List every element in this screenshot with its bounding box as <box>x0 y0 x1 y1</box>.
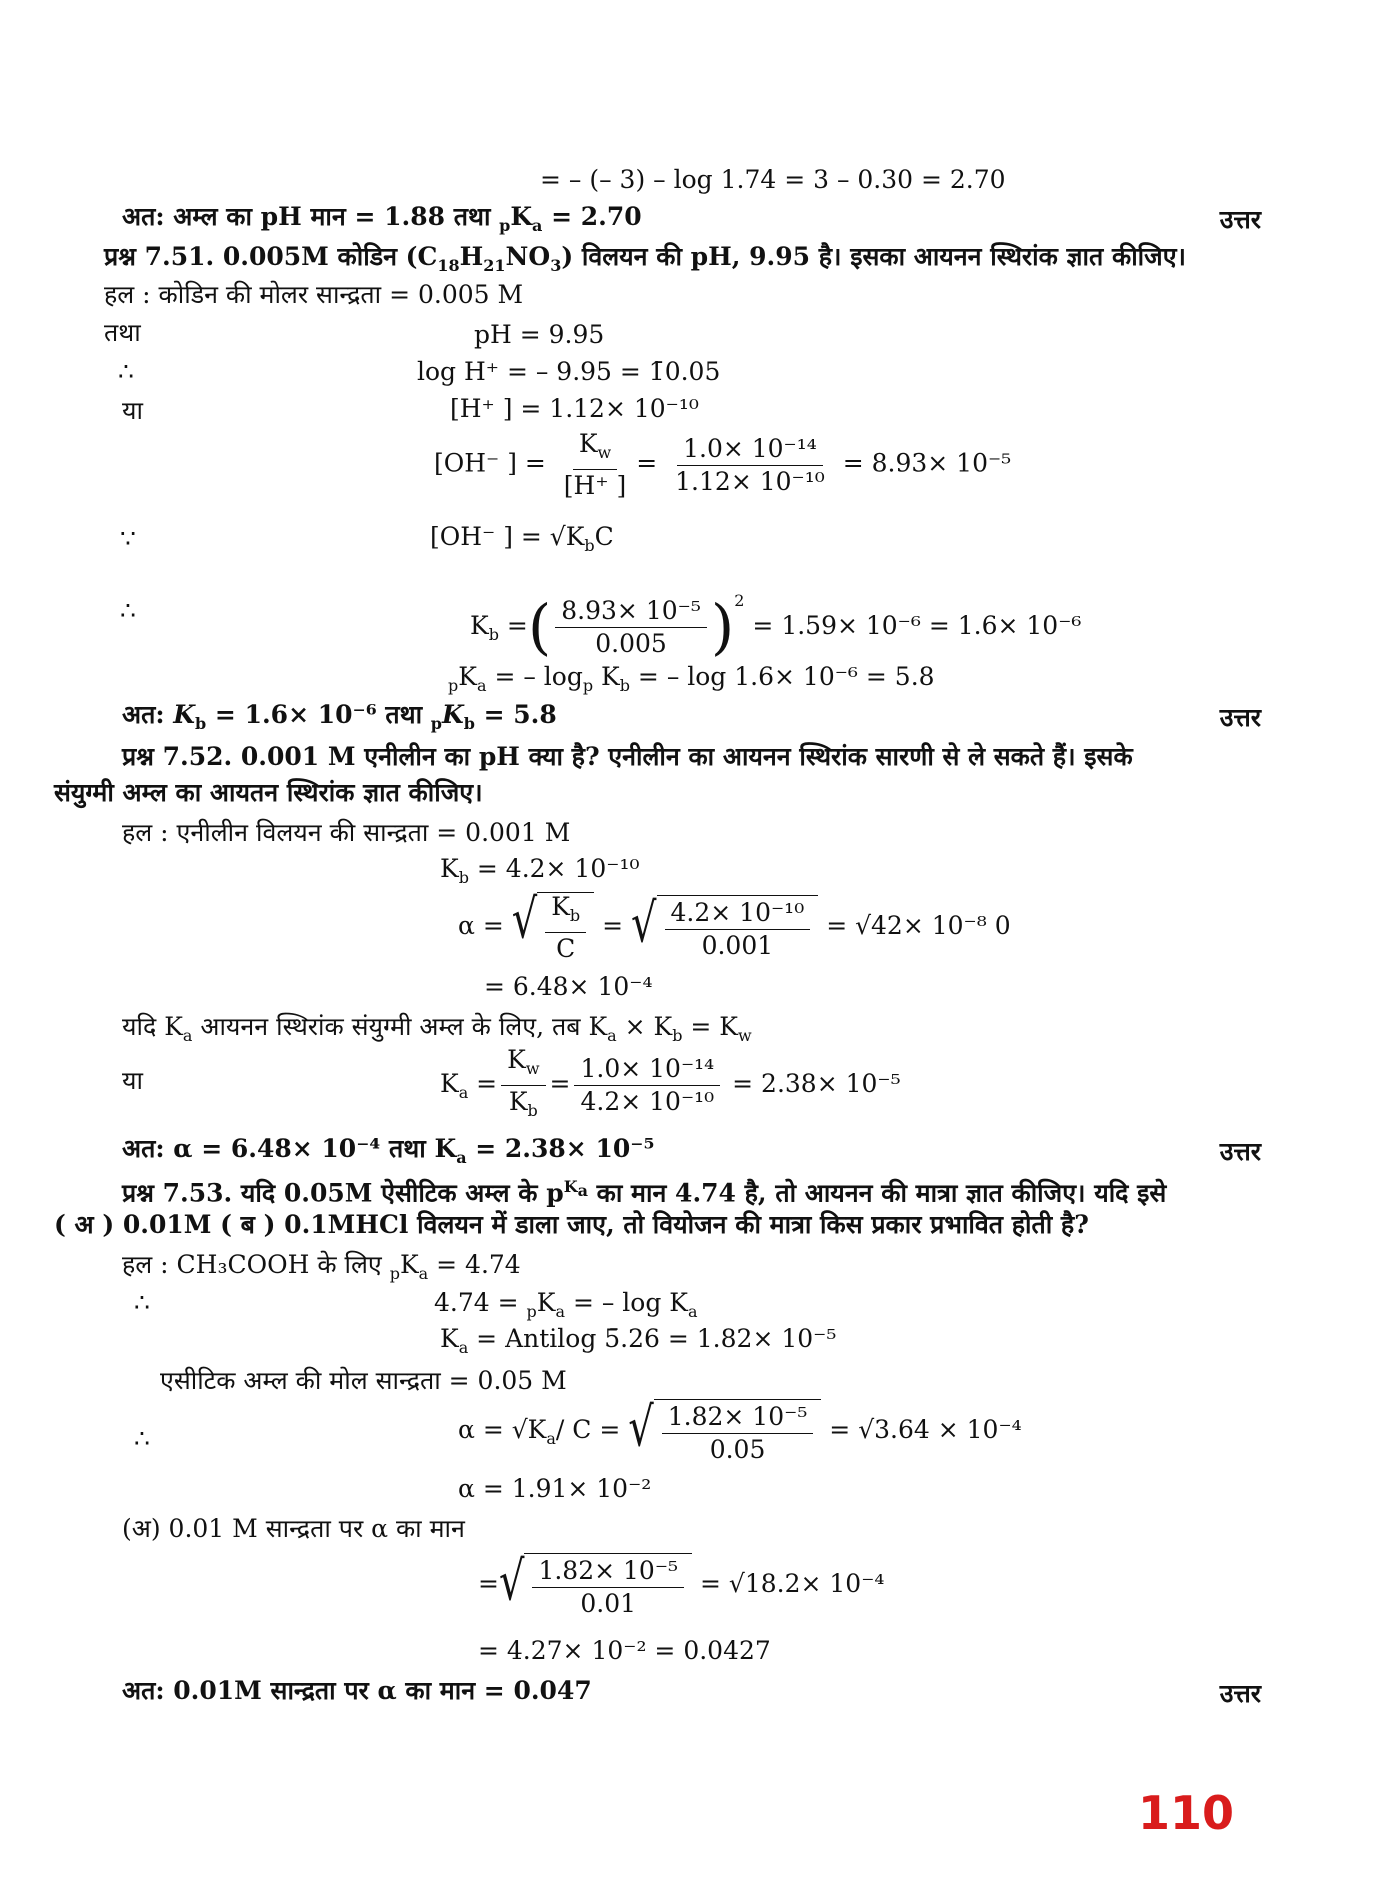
answer-line: अत: $K_b = 1.6\times 10^{-6}$ तथा $_pK_b = 5.8$ <box>122 700 557 733</box>
label-ya: या <box>122 1066 143 1095</box>
equation-alpha: α = √ $\frac{K_b}{C}$ = √ $\frac{\text{4.2× 10⁻¹⁰}}{0.001}$ = √42× 10⁻⁸ 0 <box>458 889 1011 963</box>
equation-alpha-val: = 6.48× 10⁻⁴ <box>484 972 653 1001</box>
question-7-53-cont: ( अ ) 0.01M ( ब ) 0.1MHCl विलयन में डाला जाए, तो वियोजन की मात्रा किस प्रकार प्रभावित होती है? <box>54 1210 1089 1239</box>
question-7-52-cont: संयुग्मी अम्ल का आयतन स्थिरांक ज्ञात कीजिए। <box>54 778 483 807</box>
text: प्रश्न 7.51. 0.005M कोडिन (C <box>104 242 438 271</box>
equation-474: $4.74 = _pK_a$ = – $\log K_a$ <box>434 1288 698 1321</box>
text: H <box>459 242 484 271</box>
equation-ka: $K_a$ = $\frac{K_w}{K_b}$ = $\frac{\text{1.0× 10⁻¹⁴}}{\text{4.2× 10⁻¹⁰}}$ = 2.38× 10⁻⁵ <box>440 1045 901 1120</box>
answer-label: उत्तर <box>1219 205 1261 234</box>
question-7-51: प्रश्न 7.51. 0.005M कोडिन $(C_{18}H_{21}NO_3)$ विलयन की pH, 9.95 है। इसका आयनन स्थिरांक ज्ञात कीजिए। <box>104 242 1186 275</box>
fraction: $\frac{\text{1.0× 10⁻¹⁴}}{\text{1.12× 10⁻¹⁰}}$ <box>675 433 825 496</box>
equation-pka: $_pK_a$ = – $\log_p K_b$ = – log 1.6× 10⁻⁶ = 5.8 <box>448 662 935 695</box>
equation-part-a: = √ $\frac{\text{1.82× 10⁻⁵}}{0.01}$ = √18.2× 10⁻⁴ <box>478 1551 885 1618</box>
text: अत: अम्ल का pH मान = 1.88 तथा <box>122 202 500 231</box>
because-symbol: ∵ <box>120 524 136 553</box>
therefore-symbol: ∴ <box>134 1424 150 1453</box>
solution-line: हल : कोडिन की मोलर सान्द्रता = 0.005 M <box>104 280 524 309</box>
equation-logh: log H⁺ = – 9.95 = 1̄0.05 <box>417 357 721 386</box>
equation-ka-antilog: $K_a$ = Antilog 5̄.26 = 1.82× 10⁻⁵ <box>440 1324 837 1357</box>
label-ya: या <box>122 396 143 425</box>
text: NO <box>505 242 551 271</box>
equation-part-a-val: = 4.27× 10⁻² = 0.0427 <box>478 1636 771 1665</box>
text: = 2.70 <box>542 202 642 231</box>
fraction: $\frac{K_w}{[H^+ ]}$ <box>563 429 627 500</box>
answer-line: अत: 0.01M सान्द्रता पर α का मान = 0.047 <box>122 1676 592 1705</box>
equation-oh: [OH⁻ ] = $\frac{K_w}{[H^+ ]}$ = $\frac{\text{1.0× 10⁻¹⁴}}{\text{1.12× 10⁻¹⁰}}$ = 8.93× 10⁻⁵ <box>434 429 1012 500</box>
equation-kb2: $K_b = 4.2\times 10^{-10}$ <box>440 854 640 887</box>
answer-line: अत: अम्ल का pH मान = 1.88 तथा $_pK_a = 2.70$ <box>122 202 642 235</box>
equation-alpha3: $\alpha = √K_a/$ C = √ $\frac{\text{1.82× 10⁻⁵}}{0.05}$ = √3.64 × 10⁻⁴ <box>458 1397 1022 1464</box>
page-number: 110 <box>1138 1786 1235 1840</box>
solution-line: हल : CH₃COOH के लिए $_pK_a = 4.74$ <box>122 1250 521 1283</box>
text-line: एसीटिक अम्ल की मोल सान्द्रता = 0.05 M <box>160 1366 567 1395</box>
solution-line: हल : एनीलीन विलयन की सान्द्रता = 0.001 M <box>122 818 571 847</box>
text: = 8.93× 10⁻⁵ <box>842 448 1012 478</box>
therefore-symbol: ∴ <box>120 596 136 625</box>
equation-alpha3-val: α = 1.91× 10⁻² <box>458 1474 652 1503</box>
text: [OH⁻ ] = <box>434 448 546 478</box>
text-line: (अ) 0.01 M सान्द्रता पर α का मान <box>122 1514 465 1543</box>
equation-ph: pH = 9.95 <box>474 320 605 349</box>
answer-label: उत्तर <box>1219 703 1261 732</box>
therefore-symbol: ∴ <box>134 1288 150 1317</box>
text-line: यदि $K_a$ आयनन स्थिरांक संयुग्मी अम्ल के लिए, तब $K_a \times K_b = K_w$ <box>122 1012 752 1045</box>
fraction: $\frac{\text{8.93× 10⁻⁵}}{0.005}$ <box>555 597 707 658</box>
text: = 1.59× 10⁻⁶ = 1.6× 10⁻⁶ <box>752 611 1082 640</box>
question-7-52: प्रश्न 7.52. 0.001 M एनीलीन का pH क्या है? एनीलीन का आयनन स्थिरांक सारणी से ले सकते हैं। इसके <box>122 742 1133 771</box>
equation-hplus: [H⁺ ] = 1.12× 10⁻¹⁰ <box>450 394 699 423</box>
therefore-symbol: ∴ <box>118 357 134 386</box>
label-tatha: तथा <box>104 318 141 347</box>
equation-kb: $K_b$ =( $\frac{\text{8.93× 10⁻⁵}}{0.005}$ )$^2$ = 1.59× 10⁻⁶ = 1.6× 10⁻⁶ <box>470 591 1082 663</box>
text: ) विलयन की pH, 9.95 है। इसका आयनन स्थिरांक ज्ञात कीजिए। <box>561 242 1186 271</box>
question-7-53: प्रश्न 7.53. यदि 0.05M ऐसीटिक अम्ल के $p^{K_a}$ का मान 4.74 है, तो आयनन की मात्रा ज्ञात कीजिए। यदि इसे <box>122 1177 1167 1208</box>
answer-label: उत्तर <box>1219 1679 1261 1708</box>
equation-line: = – (– 3) – log 1.74 = 3 – 0.30 = 2.70 <box>540 165 1006 194</box>
answer-line: अत: α = 6.48× 10⁻⁴ तथा $K_a = 2.38\times 10^{-5}$ <box>122 1134 655 1167</box>
answer-label: उत्तर <box>1219 1137 1261 1166</box>
equation-oh2: [OH⁻ ] = $√K_bC$ <box>430 522 614 555</box>
